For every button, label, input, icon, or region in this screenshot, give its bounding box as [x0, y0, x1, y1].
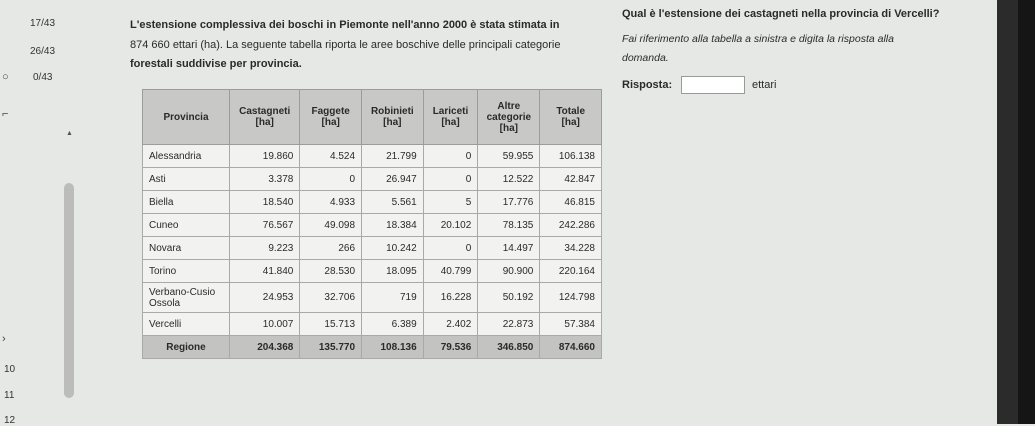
- table-cell: 6.389: [362, 313, 424, 336]
- question-title: Qual è l'estensione dei castagneti nella provincia di Vercelli?: [622, 8, 940, 20]
- table-cell: 46.815: [540, 191, 602, 214]
- table-cell: 106.138: [540, 145, 602, 168]
- column-header: Totale [ha]: [540, 90, 602, 145]
- table-cell: 90.900: [478, 260, 540, 283]
- circle-icon: ○: [2, 71, 9, 83]
- table-cell: 21.799: [362, 145, 424, 168]
- scroll-up-icon[interactable]: ▲: [66, 130, 73, 137]
- table-cell: 40.799: [423, 260, 478, 283]
- question-counter[interactable]: 0/43: [33, 72, 53, 83]
- table-cell: 5: [423, 191, 478, 214]
- table-cell: 10.007: [230, 313, 300, 336]
- province-cell: Asti: [143, 168, 230, 191]
- column-header: Altre categorie [ha]: [478, 90, 540, 145]
- flag-icon: ⌐: [2, 108, 9, 120]
- column-header: Castagneti [ha]: [230, 90, 300, 145]
- total-cell: 874.660: [540, 336, 602, 359]
- intro-heading: L'estensione complessiva dei boschi in Piemonte nell'anno 2000 è stata stimata in: [130, 19, 560, 31]
- table-row: [143, 260, 602, 283]
- table-row: [143, 191, 602, 214]
- total-row: [143, 336, 602, 359]
- question-counter[interactable]: 26/43: [30, 46, 56, 57]
- province-cell: Novara: [143, 237, 230, 260]
- intro-text: forestali suddivise per provincia.: [130, 58, 302, 70]
- mark-icon: ›: [2, 333, 6, 345]
- answer-input[interactable]: [681, 76, 745, 94]
- table-row: [143, 313, 602, 336]
- table-row: [143, 145, 602, 168]
- table-cell: 18.384: [362, 214, 424, 237]
- question-counter[interactable]: 17/43: [30, 18, 56, 29]
- line-number: 11: [4, 390, 15, 401]
- total-cell: 108.136: [362, 336, 424, 359]
- table-cell: 15.713: [300, 313, 362, 336]
- table-cell: 41.840: [230, 260, 300, 283]
- table-row: [143, 237, 602, 260]
- table-cell: 26.947: [362, 168, 424, 191]
- column-header: Lariceti [ha]: [423, 90, 478, 145]
- total-cell: 79.536: [423, 336, 478, 359]
- table-cell: 9.223: [230, 237, 300, 260]
- province-cell: Torino: [143, 260, 230, 283]
- answer-label: Risposta:: [622, 79, 673, 91]
- table-cell: 3.378: [230, 168, 300, 191]
- table-row: [143, 283, 602, 313]
- province-cell: Verbano-Cusio Ossola: [143, 283, 230, 313]
- table-cell: 20.102: [423, 214, 478, 237]
- line-number: 10: [4, 364, 16, 375]
- column-header: Provincia: [143, 90, 230, 145]
- screen-bezel-edge: [1018, 0, 1035, 424]
- table-cell: 18.540: [230, 191, 300, 214]
- table-cell: 50.192: [478, 283, 540, 313]
- province-cell: Alessandria: [143, 145, 230, 168]
- total-cell: 204.368: [230, 336, 300, 359]
- table-cell: 57.384: [540, 313, 602, 336]
- table-cell: 2.402: [423, 313, 478, 336]
- table-row: [143, 214, 602, 237]
- table-cell: 4.524: [300, 145, 362, 168]
- table-cell: 18.095: [362, 260, 424, 283]
- total-cell: 346.850: [478, 336, 540, 359]
- table-cell: 719: [362, 283, 424, 313]
- table-cell: 22.873: [478, 313, 540, 336]
- table-cell: 78.135: [478, 214, 540, 237]
- question-instruction: domanda.: [622, 52, 669, 64]
- table-cell: 28.530: [300, 260, 362, 283]
- table-cell: 76.567: [230, 214, 300, 237]
- table-cell: 266: [300, 237, 362, 260]
- table-cell: 14.497: [478, 237, 540, 260]
- answer-unit: ettari: [752, 79, 777, 91]
- table-cell: 0: [300, 168, 362, 191]
- table-cell: 124.798: [540, 283, 602, 313]
- table-cell: 59.955: [478, 145, 540, 168]
- table-cell: 17.776: [478, 191, 540, 214]
- province-cell: Vercelli: [143, 313, 230, 336]
- total-cell: 135.770: [300, 336, 362, 359]
- table-cell: 34.228: [540, 237, 602, 260]
- table-cell: 12.522: [478, 168, 540, 191]
- table-cell: 49.098: [300, 214, 362, 237]
- table-cell: 16.228: [423, 283, 478, 313]
- table-cell: 19.860: [230, 145, 300, 168]
- table-cell: 42.847: [540, 168, 602, 191]
- table-header-row: [143, 90, 602, 145]
- province-cell: Biella: [143, 191, 230, 214]
- scrollbar[interactable]: [64, 183, 74, 398]
- column-header: Robinieti [ha]: [362, 90, 424, 145]
- table-cell: 24.953: [230, 283, 300, 313]
- column-header: Faggete [ha]: [300, 90, 362, 145]
- table-cell: 4.933: [300, 191, 362, 214]
- intro-text: 874 660 ettari (ha). La seguente tabella riporta le aree boschive delle principali categorie: [130, 39, 561, 51]
- table-cell: 242.286: [540, 214, 602, 237]
- table-cell: 5.561: [362, 191, 424, 214]
- table-cell: 10.242: [362, 237, 424, 260]
- table-row: [143, 168, 602, 191]
- table-cell: 0: [423, 168, 478, 191]
- table-cell: 0: [423, 145, 478, 168]
- question-instruction: Fai riferimento alla tabella a sinistra e digita la risposta alla: [622, 33, 894, 45]
- table-cell: 220.164: [540, 260, 602, 283]
- total-label: Regione: [143, 336, 230, 359]
- line-number: 12: [4, 415, 16, 426]
- province-cell: Cuneo: [143, 214, 230, 237]
- table-cell: 32.706: [300, 283, 362, 313]
- table-cell: 0: [423, 237, 478, 260]
- forest-area-table: [142, 89, 602, 359]
